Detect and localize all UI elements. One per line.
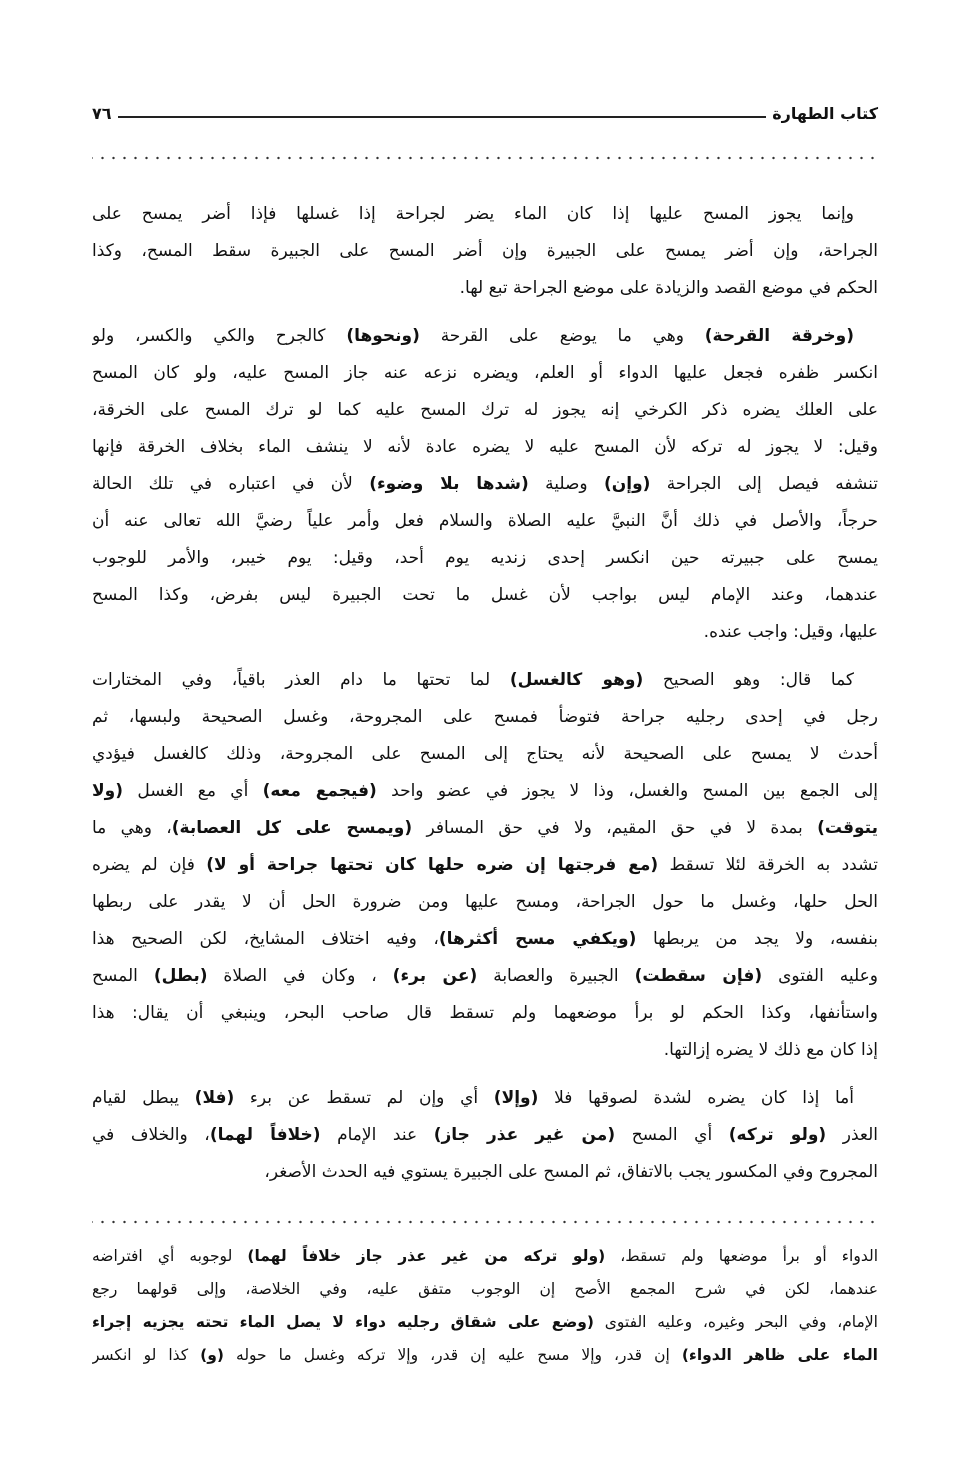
bold-matn-segment: (خلافاً لهما) xyxy=(209,1125,321,1145)
text-line xyxy=(92,847,878,884)
text-segment: واستأنفها، وكذا الحكم لو برأ موضعهما ولم تسقط قال صاحب البحر، وينبغي أن يقال: هذا xyxy=(92,1003,878,1023)
text-line xyxy=(92,1154,878,1191)
text-line xyxy=(92,540,878,577)
text-line xyxy=(92,699,878,736)
paragraph xyxy=(92,1080,878,1191)
text-line xyxy=(92,1339,878,1372)
text-line xyxy=(92,736,878,773)
text-line xyxy=(92,1306,878,1339)
text-segment: ، والخلاف في xyxy=(92,1125,210,1145)
text-segment: تنشفه فيصل إلى الجراحة xyxy=(650,474,878,494)
bold-matn-segment: الماء على ظاهر الدواء) xyxy=(681,1346,878,1364)
bold-matn-segment: (وإن) xyxy=(603,474,651,494)
bold-matn-segment: (فلا) xyxy=(194,1088,235,1108)
text-line xyxy=(92,958,878,995)
bold-matn-segment: (مع فرجتها إن ضره حلها كان تحتها جراحة أو لا) xyxy=(206,855,659,875)
bold-matn-segment: (فيجمع معه) xyxy=(262,781,377,801)
text-line xyxy=(92,884,878,921)
text-segment: لأن في اعتباره في تلك الحالة xyxy=(92,474,370,494)
text-segment: الدواء أو برأ موضعها ولم تسقط، xyxy=(605,1247,878,1265)
bold-matn-segment: (وهو كالغسل) xyxy=(509,670,644,690)
bold-matn-segment: (شدها بلا وضوء) xyxy=(369,474,529,494)
text-segment: عند الإمام xyxy=(320,1125,434,1145)
text-line xyxy=(92,1117,878,1154)
bold-matn-segment: (ونحوها) xyxy=(346,326,420,346)
text-segment: الجراحة، وإن أضر يمسح على الجبيرة وإن أضر المسح على الجبيرة سقط المسح، وكذا xyxy=(92,241,878,261)
paragraph xyxy=(92,318,878,651)
text-segment: الجبيرة والعصابة xyxy=(477,966,635,986)
text-segment: وقيل: لا يجوز له تركه لأن المسح عليه لا يضره عادة لأنه لا ينشف الماء بخلاف الخرقة فإنها xyxy=(92,437,878,457)
text-segment: يمسح على جبيرته حين انكسر إحدى زنديه يوم أحد، وقيل: يوم خيبر، والأمر للوجوب xyxy=(92,548,878,568)
book-title: كتاب الطهارة xyxy=(772,103,878,123)
text-line xyxy=(92,614,878,651)
text-line xyxy=(92,1032,878,1069)
dotted-separator xyxy=(92,156,878,160)
text-segment: إذا كان مع ذلك لا يضره إزالتها. xyxy=(663,1040,878,1060)
bold-matn-segment: (من غير عذر جاز) xyxy=(433,1125,616,1145)
footnote-text xyxy=(92,1240,878,1372)
text-segment: كما قال: وهو الصحيح xyxy=(643,670,855,690)
text-segment: الحكم في موضع القصد والزيادة على موضع الجراحة تبع لها. xyxy=(459,278,878,298)
text-line xyxy=(92,429,878,466)
text-segment: على العلك يضره ذكر الكرخي إنه يجوز له ترك المسح عليه كما لو ترك المسح على الخرقة، xyxy=(92,400,878,420)
bold-matn-segment: (فإن سقطت) xyxy=(634,966,763,986)
text-line xyxy=(92,1273,878,1306)
text-line xyxy=(92,318,878,355)
text-segment: لوجوبه أي افتراضه xyxy=(92,1247,248,1265)
text-segment: ، وفيه اختلاف المشايخ، لكن الصحيح هذا xyxy=(92,929,439,949)
text-segment: عندهما، لكن في شرح المجمع الأصح إن الوجوب متفق عليه، وفي الخلاصة، وإلى قولهما رجع xyxy=(92,1280,878,1298)
text-segment: رجل في إحدى رجليه جراحة فتوضأ فمسح على المجروحة، وغسل الصحيحة ولبسها، ثم xyxy=(92,707,878,727)
text-line xyxy=(92,466,878,503)
text-line xyxy=(92,577,878,614)
bold-matn-segment: (وإلا) xyxy=(493,1088,539,1108)
bold-matn-segment: (وضع على شقاق رجليه دواء لا يصل الماء تحته يجزيه إجراء xyxy=(92,1313,595,1331)
text-segment: أي وإن لم تسقط عن برء xyxy=(234,1088,494,1108)
text-line xyxy=(92,392,878,429)
text-segment: بمدة لا في حق المقيم، ولا في حق المسافر xyxy=(412,818,818,838)
text-segment: المجروح وفي المكسور يجب بالاتفاق، ثم المسح على الجبيرة يستوي فيه الحدث الأصغر، xyxy=(264,1162,878,1182)
bold-matn-segment: (وخرقة القرحة) xyxy=(704,326,854,346)
text-segment: العذر xyxy=(826,1125,878,1145)
bold-matn-segment: يتوقت) xyxy=(817,818,878,838)
text-line xyxy=(92,233,878,270)
text-segment: انكسر ظفره فجعل عليها الدواء أو العلم، ويضره نزعه عنه جاز المسح عليه، ولو كان المسح xyxy=(92,363,878,383)
bold-matn-segment: (ولو تركه) xyxy=(728,1125,827,1145)
text-segment: الإمام، وفي البحر وغيره، وعليه الفتوى xyxy=(594,1313,878,1331)
text-segment: لما تحتها ما دام العذر باقياً، وفي المختارات xyxy=(92,670,510,690)
text-line xyxy=(92,270,878,307)
text-segment: أي المسح xyxy=(615,1125,729,1145)
header-rule xyxy=(118,116,767,118)
text-segment: كذا لو انكسر xyxy=(92,1346,201,1364)
text-segment: وعليه الفتوى xyxy=(762,966,878,986)
text-segment: الحل حلها، وغسل ما حول الجراحة، ومسح عليها ومن ضرورة الحل أن لا يقدر على ربطها xyxy=(92,892,878,912)
footnote-separator xyxy=(92,1220,878,1224)
text-line xyxy=(92,810,878,847)
text-segment: إلى الجمع بين المسح والغسل، وذا لا يجوز في عضو واحد xyxy=(376,781,878,801)
text-segment: وإنما يجوز المسح عليها إذا كان الماء يضر لجراحة إذا غسلها فإذا أضر يمسح على xyxy=(92,204,854,224)
text-line xyxy=(92,921,878,958)
text-line xyxy=(92,503,878,540)
text-segment: ، وهي ما xyxy=(92,818,172,838)
main-text xyxy=(92,196,878,1202)
text-segment: أي مع الغسل xyxy=(123,781,263,801)
paragraph xyxy=(92,662,878,1069)
bold-matn-segment: (و) xyxy=(200,1346,224,1364)
text-segment: فإن لم يضره xyxy=(92,855,207,875)
text-segment: وصلية xyxy=(528,474,604,494)
bold-matn-segment: (ويكفي مسح أكثرها) xyxy=(438,929,637,949)
bold-matn-segment: (ولو تركه من غير عذر جاز خلافاً لهما) xyxy=(247,1247,606,1265)
text-line xyxy=(92,1080,878,1117)
text-line xyxy=(92,662,878,699)
text-segment: كالجرح والكي والكسر، ولو xyxy=(92,326,347,346)
text-line xyxy=(92,355,878,392)
paragraph xyxy=(92,196,878,307)
text-segment: حرجاً، والأصل في ذلك أنَّ النبيَّ عليه الصلاة والسلام فعل وأمر علياً رضيَّ الله تعالى عنه أن xyxy=(92,511,878,531)
text-segment: ، وكان في الصلاة xyxy=(207,966,393,986)
text-segment: عليها، وقيل: واجب عنده. xyxy=(703,622,878,642)
text-segment: إن قدر، وإلا مسح عليه إن قدر، وإلا تركه وغسل ما حوله xyxy=(223,1346,682,1364)
page-number: ٧٦ xyxy=(92,103,112,123)
text-line xyxy=(92,1240,878,1273)
text-segment: يبطل لقيام xyxy=(92,1088,195,1108)
text-segment: أحدث لا يمسح على الصحيحة لأنه يحتاج إلى المسح على المجروحة، وذلك كالغسل فيؤدي xyxy=(92,744,878,764)
text-line xyxy=(92,773,878,810)
bold-matn-segment: (عن برء) xyxy=(392,966,478,986)
text-segment: عندهما، وعند الإمام ليس بواجب لأن غسل ما تحت الجبيرة ليس بفرض، وكذا المسح xyxy=(92,585,878,605)
text-line xyxy=(92,995,878,1032)
text-segment: المسح xyxy=(92,966,154,986)
bold-matn-segment: (بطل) xyxy=(153,966,208,986)
text-segment: تشدد به الخرقة لئلا تسقط xyxy=(658,855,878,875)
text-segment: أما إذا كان يضره لشدة لصوقها فلا xyxy=(538,1088,854,1108)
bold-matn-segment: (ويمسح على كل العصابة) xyxy=(171,818,413,838)
text-segment: وهي ما يوضع على القرحة xyxy=(419,326,705,346)
text-segment: بنفسه، ولا يجد من يربطها xyxy=(636,929,878,949)
running-header xyxy=(92,98,878,128)
text-line xyxy=(92,196,878,233)
bold-matn-segment: (ولا xyxy=(92,781,123,801)
